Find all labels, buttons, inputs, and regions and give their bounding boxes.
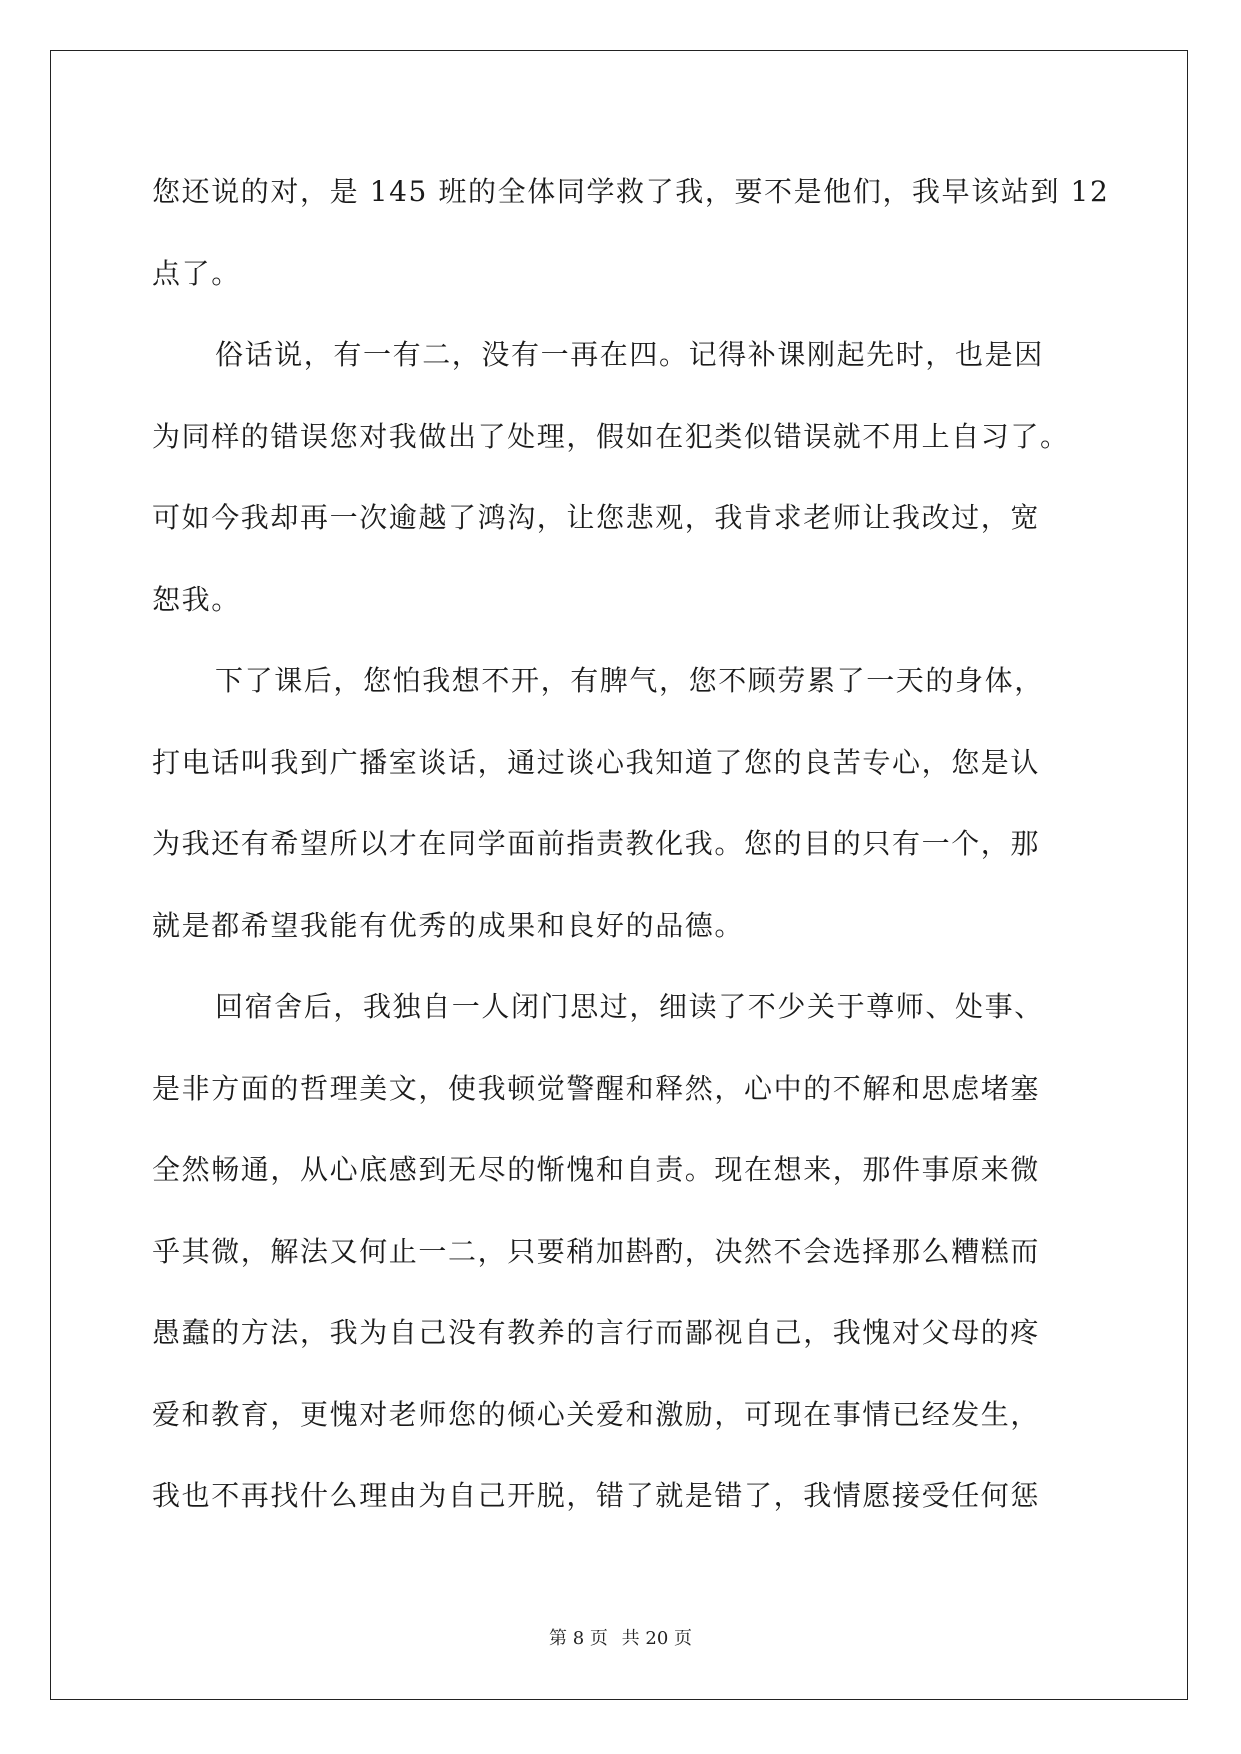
text-line-3: 俗话说，有一有二，没有一再在四。记得补课刚起先时，也是因 bbox=[215, 338, 1044, 371]
text-line-9: 为我还有希望所以才在同学面前指责教化我。您的目的只有一个，那 bbox=[152, 827, 1041, 860]
text-line-8: 打电话叫我到广播室谈话，通过谈心我知道了您的良苦专心，您是认 bbox=[152, 745, 1041, 779]
text-line-10: 就是都希望我能有优秀的成果和良好的品德。 bbox=[152, 908, 745, 942]
text-line-6: 恕我。 bbox=[152, 582, 241, 616]
text-line-16: 爱和教育，更愧对老师您的倾心关爱和激励，可现在事情已经发生， bbox=[152, 1397, 1041, 1431]
page-total: 共 20 页 bbox=[621, 1628, 692, 1649]
text-line-15: 愚蠢的方法，我为自己没有教养的言行而鄙视自己，我愧对父母的疼 bbox=[152, 1316, 1041, 1349]
text-line-11: 回宿舍后，我独自一人闭门思过，细读了不少关于尊师、处事、 bbox=[215, 990, 1044, 1023]
text-line-1: 您还说的对，是 145 班的全体同学救了我，要不是他们，我早该站到 12 bbox=[152, 175, 1110, 208]
text-line-4: 为同样的错误您对我做出了处理，假如在犯类似错误就不用上自习了。 bbox=[152, 419, 1070, 453]
text-line-2: 点了。 bbox=[152, 256, 241, 290]
text-line-13: 全然畅通，从心底感到无尽的惭愧和自责。现在想来，那件事原来微 bbox=[152, 1153, 1041, 1186]
text-line-5: 可如今我却再一次逾越了鸿沟，让您悲观，我肯求老师让我改过，宽 bbox=[152, 501, 1041, 534]
text-line-12: 是非方面的哲理美文，使我顿觉警醒和释然，心中的不解和思虑堵塞 bbox=[152, 1071, 1041, 1105]
page-number: 第 8 页 bbox=[549, 1628, 608, 1649]
document-body bbox=[152, 166, 1110, 1552]
text-line-14: 乎其微，解法又何止一二，只要稍加斟酌，决然不会选择那么糟糕而 bbox=[152, 1234, 1041, 1268]
text-line-17: 我也不再找什么理由为自己开脱，错了就是错了，我情愿接受任何惩 bbox=[152, 1479, 1041, 1512]
page-footer bbox=[0, 1624, 1241, 1650]
text-line-7: 下了课后，您怕我想不开，有脾气，您不顾劳累了一天的身体， bbox=[215, 664, 1044, 697]
